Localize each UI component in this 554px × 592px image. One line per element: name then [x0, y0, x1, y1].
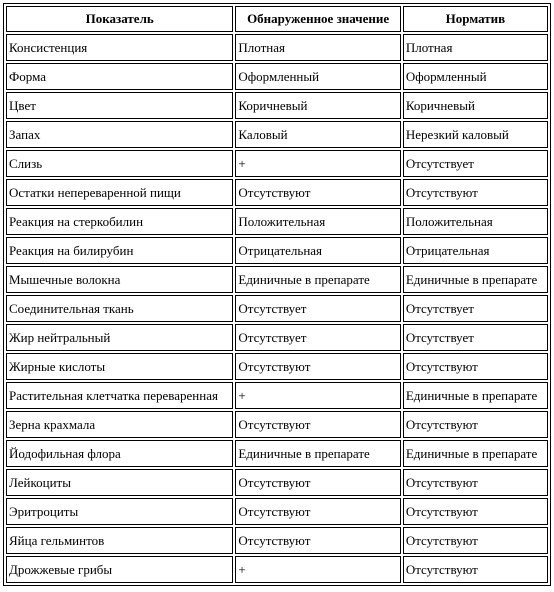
table-row: [6, 63, 548, 90]
header-norm: Норматив: [403, 6, 548, 32]
indicator-cell: Лейкоциты: [6, 469, 233, 496]
norm-cell: Отсутствуют: [403, 556, 548, 583]
table-row: [6, 179, 548, 206]
table-row: [6, 527, 548, 554]
results-table: [3, 3, 551, 586]
found-value-cell: Отсутствуют: [235, 353, 400, 380]
table-row: [6, 324, 548, 351]
table-row: [6, 498, 548, 525]
norm-cell: Отсутствуют: [403, 411, 548, 438]
indicator-cell: Реакция на стеркобилин: [6, 208, 233, 235]
table-row: [6, 469, 548, 496]
norm-cell: Отсутствует: [403, 150, 548, 177]
table-row: [6, 150, 548, 177]
indicator-cell: Дрожжевые грибы: [6, 556, 233, 583]
indicator-cell: Эритроциты: [6, 498, 233, 525]
found-value-cell: +: [235, 150, 400, 177]
norm-cell: Положительная: [403, 208, 548, 235]
found-value-cell: Отсутствуют: [235, 498, 400, 525]
found-value-cell: Отсутствуют: [235, 411, 400, 438]
norm-cell: Отрицательная: [403, 237, 548, 264]
found-value-cell: Каловый: [235, 121, 400, 148]
table-row: [6, 440, 548, 467]
norm-cell: Коричневый: [403, 92, 548, 119]
found-value-cell: +: [235, 382, 400, 409]
norm-cell: Единичные в препарате: [403, 382, 548, 409]
norm-cell: Нерезкий каловый: [403, 121, 548, 148]
found-value-cell: Оформленный: [235, 63, 400, 90]
norm-cell: Единичные в препарате: [403, 440, 548, 467]
table-row: [6, 92, 548, 119]
norm-cell: Отсутствуют: [403, 527, 548, 554]
norm-cell: Отсутствуют: [403, 498, 548, 525]
indicator-cell: Соединительная ткань: [6, 295, 233, 322]
table-row: [6, 295, 548, 322]
table-row: [6, 34, 548, 61]
norm-cell: Отсутствуют: [403, 179, 548, 206]
header-found-value: Обнаруженное значение: [235, 6, 400, 32]
table-row: [6, 556, 548, 583]
indicator-cell: Слизь: [6, 150, 233, 177]
norm-cell: Отсутствует: [403, 295, 548, 322]
found-value-cell: Отсутствуют: [235, 179, 400, 206]
header-indicator: Показатель: [6, 6, 233, 32]
found-value-cell: Отсутствует: [235, 295, 400, 322]
norm-cell: Отсутствуют: [403, 469, 548, 496]
found-value-cell: Плотная: [235, 34, 400, 61]
indicator-cell: Остатки непереваренной пищи: [6, 179, 233, 206]
found-value-cell: Единичные в препарате: [235, 266, 400, 293]
found-value-cell: Положительная: [235, 208, 400, 235]
table-row: [6, 266, 548, 293]
indicator-cell: Жир нейтральный: [6, 324, 233, 351]
table-row: [6, 237, 548, 264]
table-body: [6, 34, 548, 583]
found-value-cell: +: [235, 556, 400, 583]
table-row: [6, 382, 548, 409]
indicator-cell: Мышечные волокна: [6, 266, 233, 293]
found-value-cell: Единичные в препарате: [235, 440, 400, 467]
table-row: [6, 353, 548, 380]
indicator-cell: Йодофильная флора: [6, 440, 233, 467]
indicator-cell: Запах: [6, 121, 233, 148]
table-row: [6, 208, 548, 235]
indicator-cell: Яйца гельминтов: [6, 527, 233, 554]
found-value-cell: Отрицательная: [235, 237, 400, 264]
found-value-cell: Отсутствует: [235, 324, 400, 351]
found-value-cell: Отсутствуют: [235, 527, 400, 554]
header-row: [6, 6, 548, 32]
indicator-cell: Цвет: [6, 92, 233, 119]
norm-cell: Единичные в препарате: [403, 266, 548, 293]
table-row: [6, 411, 548, 438]
indicator-cell: Консистенция: [6, 34, 233, 61]
indicator-cell: Жирные кислоты: [6, 353, 233, 380]
indicator-cell: Реакция на билирубин: [6, 237, 233, 264]
norm-cell: Отсутствуют: [403, 353, 548, 380]
table-row: [6, 121, 548, 148]
found-value-cell: Отсутствуют: [235, 469, 400, 496]
norm-cell: Оформленный: [403, 63, 548, 90]
indicator-cell: Форма: [6, 63, 233, 90]
indicator-cell: Зерна крахмала: [6, 411, 233, 438]
indicator-cell: Растительная клетчатка переваренная: [6, 382, 233, 409]
norm-cell: Отсутствует: [403, 324, 548, 351]
found-value-cell: Коричневый: [235, 92, 400, 119]
norm-cell: Плотная: [403, 34, 548, 61]
